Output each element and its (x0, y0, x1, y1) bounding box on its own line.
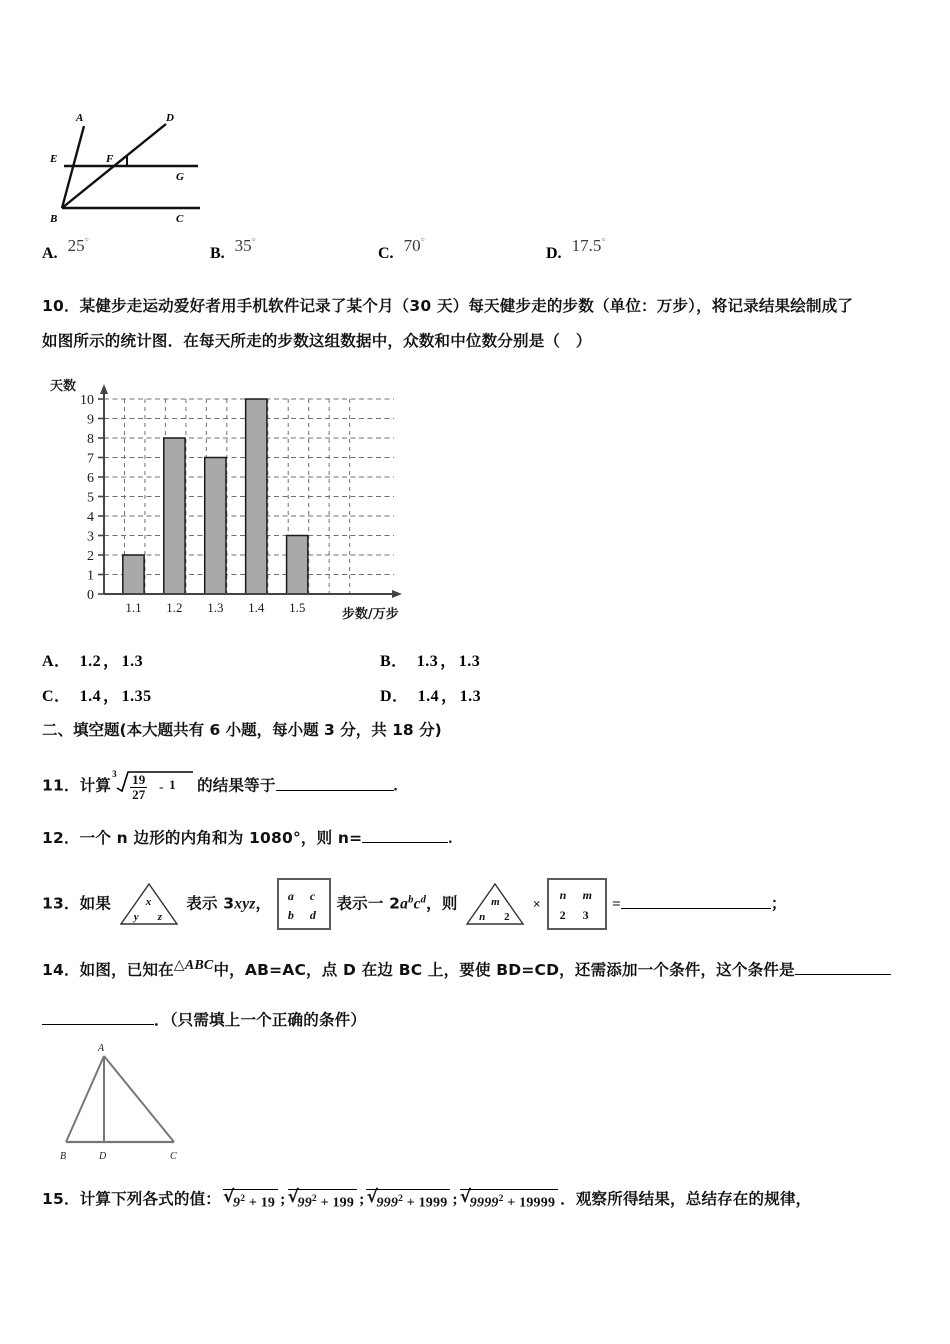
option-c-value: 70 (403, 236, 421, 256)
option-d[interactable] (546, 236, 606, 263)
q14-answer-blank-1[interactable] (795, 974, 891, 975)
q13-answer-blank[interactable] (621, 908, 771, 909)
q10-option-d-sep: ， (441, 688, 458, 705)
q15-sup: 2 (240, 1194, 246, 1204)
option-d-key: D. (546, 245, 562, 263)
option-b-value: 35 (234, 236, 252, 256)
q11-prefix: 11．计算 (42, 776, 112, 795)
q11-root-index: 3 (112, 769, 117, 779)
q10-option-b-v2: 1.3 (458, 653, 481, 670)
q10-option-c-v2: 1.35 (121, 688, 152, 705)
q15-sup: 2 (398, 1194, 404, 1204)
chart-x-ticks (125, 600, 305, 615)
q13-tri1-right: z (157, 911, 163, 923)
q12-text-mid: ，则 n= (300, 829, 363, 847)
q11-period: . (393, 777, 398, 795)
q11-one: 1 (169, 777, 176, 792)
svg-text:2: 2 (87, 549, 94, 564)
q14-prefix: 14．如图，已知在 (42, 961, 174, 980)
q11-answer-blank[interactable] (276, 790, 394, 791)
q13-box2-bl: 2 (559, 908, 566, 922)
q15-suffix: ．观察所得结果，总结存在的规律， (560, 1190, 812, 1209)
q13-box-symbol-2 (547, 878, 607, 930)
q15-radical-sign: √ (366, 1187, 378, 1207)
q15-expression (460, 1185, 558, 1214)
svg-text:6: 6 (87, 471, 94, 486)
label-B: B (50, 213, 58, 224)
label-F: F (106, 153, 114, 165)
q12-degree: ° (292, 829, 301, 847)
svg-text:5: 5 (87, 490, 94, 506)
q15-separator: ; (359, 1191, 365, 1209)
svg-text:8: 8 (87, 432, 94, 447)
q10-option-b[interactable] (380, 648, 480, 671)
q13-box-symbol-1 (277, 878, 331, 930)
q13-box2-tl: n (559, 888, 567, 902)
q10-option-b-sep: ， (440, 653, 457, 670)
question13 (42, 878, 787, 930)
section2-heading: 二、填空题(本大题共有 6 小题，每小题 3 分，共 18 分) (42, 721, 442, 739)
q10-option-b-key: B． (380, 653, 408, 670)
svg-text:1.3: 1.3 (207, 600, 224, 615)
q10-option-a-v1: 1.2 (79, 653, 102, 670)
label-D: D (99, 1151, 107, 1162)
q15-base: 999 (376, 1195, 399, 1211)
svg-text:1.5: 1.5 (289, 600, 306, 615)
chart-y-axis-label: 天数 (50, 379, 77, 394)
svg-text:1: 1 (87, 568, 94, 584)
q15-addend: 1999 (418, 1195, 448, 1211)
q15-expression (366, 1185, 450, 1214)
q10-option-a[interactable] (42, 648, 143, 671)
q10-option-c[interactable] (42, 683, 152, 706)
q13-mid1: 表示 3 (186, 894, 235, 913)
label-G: G (176, 171, 184, 183)
triangle-abc-figure (58, 1040, 188, 1165)
svg-text:1.4: 1.4 (248, 600, 265, 615)
q14-line2-period: ． (154, 1011, 170, 1029)
q14-triangle-abc: △ABC (173, 958, 214, 973)
q11-fraction (130, 773, 147, 801)
option-b-degree: ° (251, 236, 257, 248)
chart-y-ticks (80, 393, 104, 603)
steps-bar-chart (46, 372, 446, 627)
option-d-value: 17.5 (571, 236, 602, 256)
question10-line1: 10．某健步走运动爱好者用手机软件记录了某个月（30 天）每天健步走的步数（单位：万步），将记录结果绘制成了 (42, 297, 854, 315)
question14-line1 (42, 955, 932, 982)
question10-options (42, 648, 602, 718)
q15-plus: + (316, 1195, 333, 1211)
q10-option-d-v1: 1.4 (417, 688, 440, 705)
question9-options (42, 236, 922, 266)
q15-separator: ; (452, 1191, 458, 1209)
q12-period: . (448, 830, 453, 847)
q13-times-sign: × (532, 897, 541, 913)
q15-base: 9999 (469, 1195, 499, 1211)
q13-box1-tr: c (309, 889, 316, 903)
label-C: C (176, 213, 184, 224)
angle-lines-figure (48, 104, 248, 224)
q11-suffix: 的结果等于 (197, 776, 276, 795)
q15-sup: 2 (498, 1194, 504, 1204)
q11-denominator: 27 (132, 786, 146, 802)
q15-plus: + (245, 1195, 261, 1211)
option-c-degree: ° (420, 236, 425, 248)
q13-tri1-left: y (133, 911, 139, 923)
q15-addend: 19 (260, 1195, 276, 1211)
q13-triangle-symbol-1 (117, 880, 181, 928)
q15-addend: 199 (332, 1195, 355, 1211)
q15-base: 99 (297, 1195, 312, 1211)
label-E: E (50, 153, 58, 165)
q15-separator: ; (280, 1191, 286, 1209)
option-d-degree: ° (601, 236, 606, 248)
q14-answer-blank-2[interactable] (42, 1024, 154, 1025)
q13-tri2-right: 2 (504, 911, 510, 923)
q10-option-b-v1: 1.3 (416, 653, 439, 670)
q13-mid2: 表示一 2 (336, 894, 401, 913)
q13-expr2-sup2: d (420, 894, 427, 906)
q10-option-c-sep: ， (103, 688, 120, 705)
q13-expr2-base1: a (400, 895, 409, 913)
q14-line2-rest: （只需填上一个正确的条件） (169, 1011, 367, 1029)
label-A: A (98, 1043, 105, 1054)
q13-tri2-left: n (479, 911, 486, 923)
q13-tri1-top: x (145, 896, 152, 908)
question12 (42, 826, 452, 851)
q15-expression (223, 1185, 278, 1214)
q15-prefix: 15．计算下列各式的值： (42, 1190, 221, 1209)
q15-sup: 2 (311, 1194, 317, 1204)
svg-text:3: 3 (87, 529, 94, 545)
q11-cube-root (111, 766, 197, 806)
label-D: D (166, 112, 174, 124)
q15-expression (288, 1185, 358, 1214)
q13-tri2-top: m (491, 896, 500, 908)
q15-addend: 19999 (519, 1195, 556, 1211)
chart-x-axis-label: 步数/万步 (342, 607, 399, 622)
q15-radical-sign: √ (222, 1187, 235, 1207)
q15-radical-sign: √ (459, 1187, 472, 1207)
q13-box1-br: d (309, 908, 317, 922)
q13-box2-tr: m (582, 888, 593, 902)
question14-line2 (42, 1008, 932, 1032)
q13-expr1: xyz (234, 895, 256, 913)
q13-expr2-sup1: b (408, 894, 414, 906)
option-b-key: B. (210, 245, 225, 263)
svg-text:9: 9 (87, 412, 94, 428)
svg-text:7: 7 (87, 451, 94, 467)
q11-minus: - (159, 779, 164, 794)
label-C: C (170, 1151, 177, 1162)
q13-comma1: ， (255, 894, 272, 913)
svg-text:10: 10 (80, 393, 94, 408)
question11 (42, 766, 398, 806)
q13-box1-tl: a (287, 889, 295, 903)
q13-prefix: 13．如果 (42, 894, 112, 913)
svg-text:0: 0 (87, 588, 94, 603)
q10-option-a-v2: 1.3 (121, 653, 144, 670)
option-a-key: A. (42, 245, 58, 263)
q15-plus: + (503, 1195, 520, 1211)
q11-numerator: 19 (132, 772, 146, 787)
q10-option-c-key: C． (42, 688, 71, 705)
q12-text-before: 12．一个 n 边形的内角和为 1080 (42, 829, 293, 847)
option-a-value: 25 (67, 236, 85, 256)
option-c-key: C. (378, 245, 394, 263)
q15-expressions (221, 1187, 560, 1211)
q10-option-d-key: D． (380, 688, 409, 705)
q10-option-d[interactable] (380, 683, 481, 706)
label-B: B (60, 1151, 67, 1162)
q13-comma2: ，则 (426, 894, 458, 913)
question15 (42, 1185, 932, 1214)
q13-expr2-base2: c (413, 895, 421, 913)
q13-equals: = (612, 896, 621, 913)
q13-box2-br: 3 (582, 908, 589, 922)
q10-option-a-sep: ， (103, 653, 120, 670)
option-c[interactable] (378, 236, 425, 263)
q15-base: 9 (232, 1195, 241, 1211)
q13-triangle-symbol-2 (463, 880, 527, 928)
option-b[interactable] (210, 236, 257, 263)
q14-line1-rest: 中，AB=AC，点 D 在边 BC 上，要使 BD=CD，还需添加一个条件，这个条件是 (213, 961, 795, 980)
svg-text:1.2: 1.2 (166, 600, 183, 615)
label-A: A (76, 112, 84, 124)
svg-text:1.1: 1.1 (125, 600, 142, 615)
q12-answer-blank[interactable] (362, 842, 448, 843)
q13-semicolon: ； (770, 894, 787, 913)
q13-box1-bl: b (287, 908, 295, 922)
q10-option-a-key: A． (42, 653, 71, 670)
q15-radical-sign: √ (287, 1187, 300, 1207)
q10-option-d-v2: 1.3 (459, 688, 482, 705)
q10-option-c-v1: 1.4 (79, 688, 102, 705)
svg-text:4: 4 (87, 510, 94, 525)
option-a[interactable] (42, 236, 89, 263)
question10-line2: 如图所示的统计图．在每天所走的步数这组数据中，众数和中位数分别是（ ） (42, 332, 592, 350)
option-a-degree: ° (84, 236, 89, 248)
q15-plus: + (403, 1195, 419, 1211)
